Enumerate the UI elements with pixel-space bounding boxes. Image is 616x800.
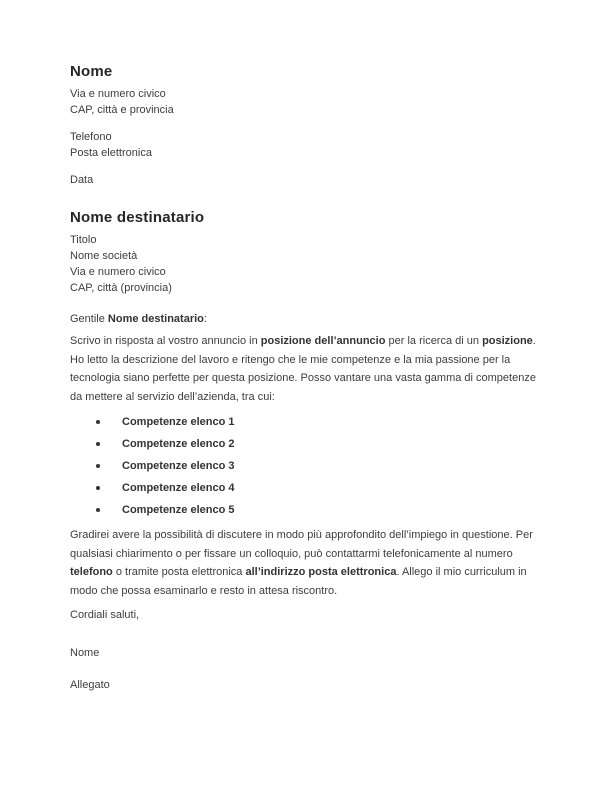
enclosure-note: Allegato	[70, 679, 110, 691]
sender-email: Posta elettronica	[70, 147, 152, 159]
followup-text-2: o tramite posta elettronica	[112, 566, 246, 578]
salutation-suffix: :	[203, 313, 207, 325]
placeholder-annuncio: posizione dell’annuncio	[260, 335, 386, 347]
sender-address-line1: Via e numero civico	[70, 88, 166, 100]
recipient-title: Titolo	[70, 234, 97, 246]
sender-address-line2: CAP, città e provincia	[70, 104, 174, 116]
intro-text-1: Scrivo in risposta al vostro annuncio in	[70, 335, 261, 347]
signature-name: Nome	[70, 647, 100, 659]
sender-phone: Telefono	[70, 131, 112, 143]
recipient-name: Nome destinatario	[70, 209, 205, 226]
valediction: Cordiali saluti,	[70, 609, 140, 621]
salutation-line	[70, 311, 546, 327]
skill-item-4: Competenze elenco 4	[70, 482, 546, 495]
intro-text-3: . Ho letto la descrizione del lavoro e ritengo che le mie competenze e la mia passione per la tecnologia siano perfette per questa posizione. Posso vantare una vasta gamma di competenze da mettere al servizio dell’azienda, tra cui:	[70, 335, 536, 403]
salutation-prefix: Gentile	[70, 313, 108, 325]
salutation-recipient: Nome destinatario	[107, 313, 204, 325]
followup-text-1: Gradirei avere la possibilità di discutere in modo più approfondito dell’impiego in questione. Per qualsiasi chiarimento o per fissare un colloquio, può contattarmi telefonicamente al numero	[70, 529, 533, 560]
recipient-address-line1: Via e numero civico	[70, 266, 166, 278]
placeholder-email: all’indirizzo posta elettronica	[245, 566, 397, 578]
sender-block	[70, 62, 546, 188]
recipient-block	[70, 208, 546, 296]
sender-name: Nome	[70, 63, 113, 80]
letter-date: Data	[70, 174, 94, 186]
recipient-company: Nome società	[70, 250, 138, 262]
skill-item-2: Competenze elenco 2	[70, 438, 546, 451]
skill-item-3: Competenze elenco 3	[70, 460, 546, 473]
skills-list	[70, 416, 546, 517]
followup-text-3: . Allego il mio curriculum in modo che possa esaminarlo e resto in attesa riscontro.	[70, 566, 527, 597]
intro-paragraph	[70, 332, 546, 406]
placeholder-posizione: posizione	[482, 335, 533, 347]
followup-paragraph	[70, 526, 546, 600]
placeholder-telefono: telefono	[70, 566, 113, 578]
intro-text-2: per la ricerca di un	[385, 335, 483, 347]
recipient-address-line2: CAP, città (provincia)	[70, 282, 172, 294]
skill-item-5: Competenze elenco 5	[70, 504, 546, 517]
skill-item-1: Competenze elenco 1	[70, 416, 546, 429]
